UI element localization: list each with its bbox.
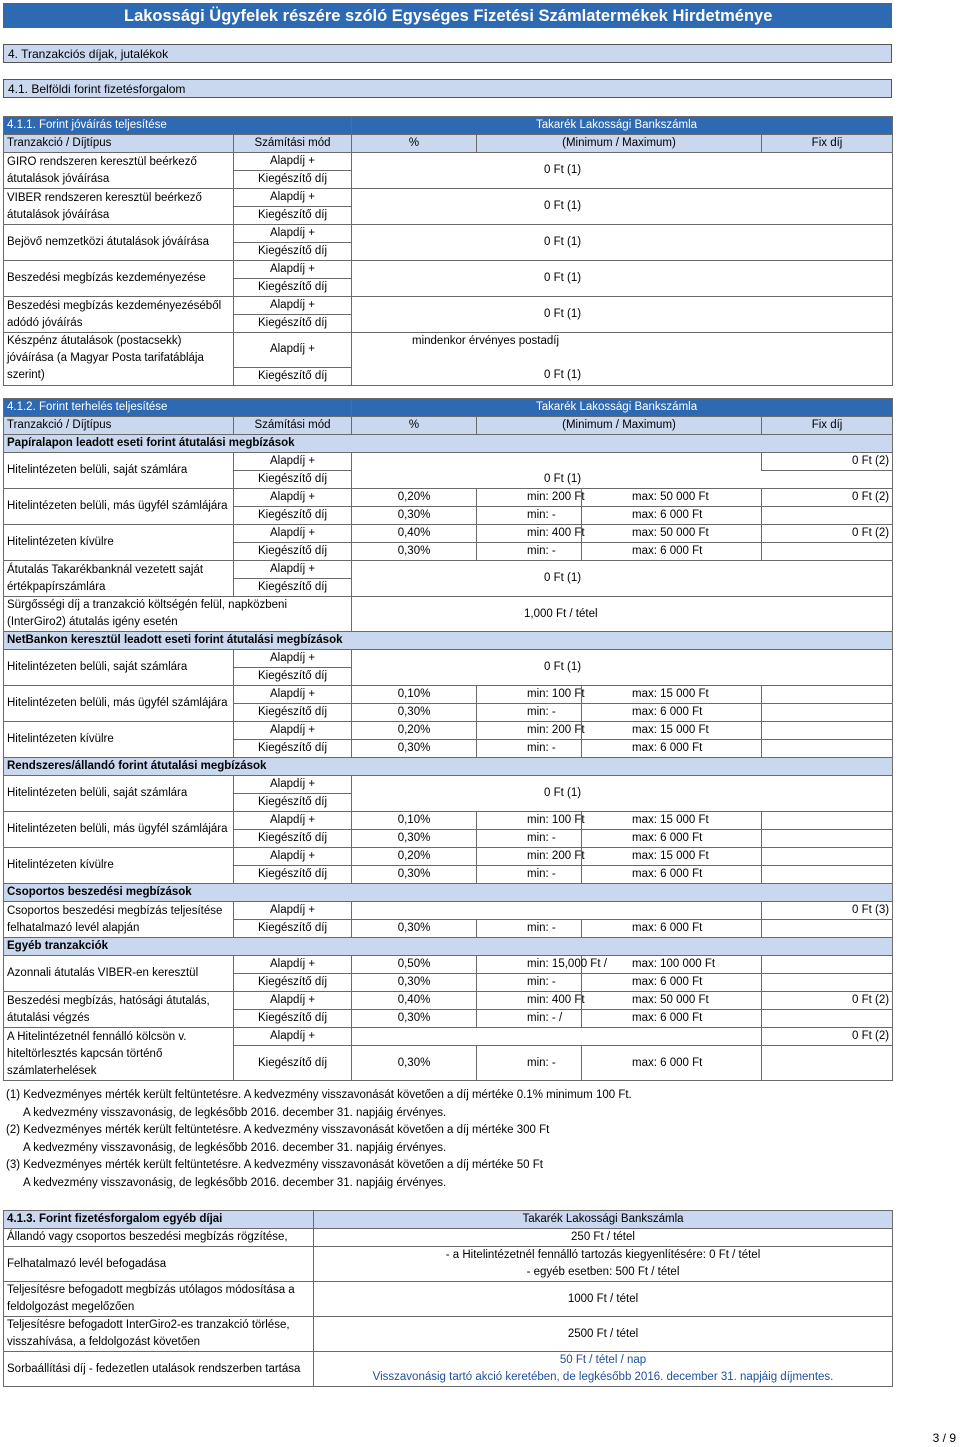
section-heading: 4. Tranzakciós díjak, jutalékok (3, 44, 892, 63)
footnote: (2) Kedvezményes mérték került feltüntetésre. A kedvezmény visszavonását követően a díj mértéke 300 Ft (6, 1124, 550, 1137)
extra-fee-label: Kiegészítő díj (234, 794, 352, 812)
col-fixed: Fix díj (762, 135, 893, 153)
table-row (4, 297, 893, 315)
min-value: min: 400 Ft (477, 525, 582, 543)
basic-fee-label: Alapdíj + (234, 561, 352, 579)
row-label: Átutalás Takarékbanknál vezetett saját értékpapírszámlára (4, 561, 234, 597)
percent-value: 0,30% (352, 830, 477, 848)
extra-fee-label: Kiegészítő díj (234, 471, 352, 489)
max-value: max: 15 000 Ft (582, 848, 762, 866)
basic-fee-label: Alapdíj + (234, 848, 352, 866)
table-title: 4.1.1. Forint jóváírás teljesítése (4, 117, 352, 135)
basic-fee-label: Alapdíj + (234, 489, 352, 507)
min-value: min: 200 Ft (477, 848, 582, 866)
extra-fee-label: Kiegészítő díj (234, 367, 352, 385)
col-minmax: (Minimum / Maximum) (477, 135, 762, 153)
fee-value: 0 Ft (1) (352, 776, 893, 812)
row-label: Hitelintézeten belüli, saját számlára (4, 776, 234, 812)
footnote: A kedvezmény visszavonásig, de legkésőbb 2016. december 31. napjáig érvényes. (23, 1141, 447, 1154)
postal-fee-note: mindenkor érvényes postadíj (352, 333, 893, 351)
row-label: Állandó vagy csoportos beszedési megbízás rögzítése, (4, 1229, 314, 1247)
min-value: min: - (477, 866, 582, 884)
percent-value: 0,10% (352, 812, 477, 830)
page-number: 3 / 9 (932, 1431, 956, 1445)
basic-fee-label: Alapdíj + (234, 902, 352, 920)
max-value: max: 15 000 Ft (582, 686, 762, 704)
fee-value: 0 Ft (1) (352, 261, 893, 297)
max-value: max: 6 000 Ft (582, 830, 762, 848)
extra-fee-label: Kiegészítő díj (234, 740, 352, 758)
basic-fee-label: Alapdíj + (234, 225, 352, 243)
min-value: min: - (477, 507, 582, 525)
percent-value: 0,30% (352, 704, 477, 722)
max-value: max: 15 000 Ft (582, 812, 762, 830)
extra-fee-label: Kiegészítő díj (234, 1010, 352, 1028)
min-value: min: 400 Ft (477, 992, 582, 1010)
fee-value: 0 Ft (1) (352, 189, 893, 225)
col-percent: % (352, 135, 477, 153)
table-row (4, 153, 893, 171)
basic-fee-label: Alapdíj + (234, 297, 352, 315)
row-label: Sorbaállítási díj - fedezetlen utalások rendszerben tartása (4, 1352, 314, 1387)
min-value: min: - (477, 1046, 582, 1081)
extra-fee-label: Kiegészítő díj (234, 543, 352, 561)
min-value: min: - (477, 920, 582, 938)
row-label: Csoportos beszedési megbízás teljesítése felhatalmazó levél alapján (4, 902, 234, 938)
basic-fee-label: Alapdíj + (234, 776, 352, 794)
min-value: min: 15,000 Ft / (477, 956, 582, 974)
basic-fee-label: Alapdíj + (234, 189, 352, 207)
account-name: Takarék Lakossági Bankszámla (352, 117, 893, 135)
basic-fee-label: Alapdíj + (234, 650, 352, 668)
extra-fee-label: Kiegészítő díj (234, 579, 352, 597)
extra-fee-label: Kiegészítő díj (234, 279, 352, 297)
row-label: Hitelintézeten belüli, saját számlára (4, 650, 234, 686)
min-value: min: - (477, 974, 582, 992)
percent-value: 0,30% (352, 543, 477, 561)
col-transaction: Tranzakció / Díjtípus (4, 135, 234, 153)
fee-value: 1,000 Ft / tétel (352, 597, 893, 632)
row-label: Hitelintézeten kívülre (4, 722, 234, 758)
category-heading: Papíralapon leadott eseti forint átutalási megbízások (4, 435, 893, 453)
footnote: (1) Kedvezményes mérték került feltüntetésre. A kedvezmény visszavonását követően a díj mértéke 0.1% minimum 100 Ft. (6, 1089, 632, 1101)
fee-value: 0 Ft (1) (352, 650, 893, 686)
fixed-fee: 0 Ft (2) (762, 1028, 893, 1046)
basic-fee-label: Alapdíj + (234, 525, 352, 543)
row-label: Teljesítésre befogadott megbízás utólagos módosítása a feldolgozást megelőzően (4, 1282, 314, 1317)
table-row (4, 261, 893, 279)
account-name: Takarék Lakossági Bankszámla (352, 399, 893, 417)
credit-fee-table (3, 116, 893, 386)
fee-value: 0 Ft (1) (352, 471, 893, 489)
row-label: Teljesítésre befogadott InterGiro2-es tranzakció törlése, visszahívása, a feldolgozást követően (4, 1317, 314, 1352)
row-label: Beszedési megbízás, hatósági átutalás, átutalási végzés (4, 992, 234, 1028)
fixed-fee: 0 Ft (2) (762, 453, 893, 471)
fee-value: 0 Ft (1) (352, 297, 893, 333)
table-title: 4.1.2. Forint terhelés teljesítése (4, 399, 352, 417)
percent-value: 0,40% (352, 992, 477, 1010)
fee-value: 0 Ft (1) (352, 225, 893, 261)
basic-fee-label: Alapdíj + (234, 722, 352, 740)
row-label: Sürgősségi díj a tranzakció költségén felül, napközbeni (InterGiro2) átutalás igény esetén (4, 597, 352, 632)
row-label: Bejövő nemzetközi átutalások jóváírása (4, 225, 234, 261)
row-label: Hitelintézeten belüli, más ügyfél számlájára (4, 686, 234, 722)
min-value: min: - (477, 543, 582, 561)
fee-value: 0 Ft (1) (352, 561, 893, 597)
percent-value: 0,50% (352, 956, 477, 974)
percent-value: 0,20% (352, 489, 477, 507)
min-value: min: 200 Ft (477, 722, 582, 740)
min-value: min: 100 Ft (477, 686, 582, 704)
extra-fee-label: Kiegészítő díj (234, 207, 352, 225)
basic-fee-label: Alapdíj + (234, 686, 352, 704)
percent-value: 0,30% (352, 1010, 477, 1028)
max-value: max: 6 000 Ft (582, 543, 762, 561)
footnotes (6, 1087, 886, 1193)
max-value: max: 6 000 Ft (582, 1010, 762, 1028)
row-label: Hitelintézeten belüli, más ügyfél számlájára (4, 489, 234, 525)
basic-fee-label: Alapdíj + (234, 1028, 352, 1046)
extra-fee-label: Kiegészítő díj (234, 315, 352, 333)
fixed-fee: 0 Ft (2) (762, 489, 893, 507)
footnote: (3) Kedvezményes mérték került feltüntetésre. A kedvezmény visszavonását követően a díj mértéke 50 Ft (6, 1159, 543, 1172)
min-value: min: - (477, 740, 582, 758)
category-heading: Rendszeres/állandó forint átutalási megbízások (4, 758, 893, 776)
fee-value: 1000 Ft / tétel (314, 1282, 893, 1317)
extra-fee-label: Kiegészítő díj (234, 830, 352, 848)
min-value: min: - / (477, 1010, 582, 1028)
min-value: min: - (477, 704, 582, 722)
fee-value (314, 1352, 893, 1387)
col-method: Számítási mód (234, 417, 352, 435)
page-title: Lakossági Ügyfelek részére szóló Egységes Fizetési Számlatermékek Hirdetménye (3, 3, 892, 28)
percent-value: 0,10% (352, 686, 477, 704)
table-title: 4.1.3. Forint fizetésforgalom egyéb díjai (4, 1211, 314, 1229)
extra-fee-label: Kiegészítő díj (234, 507, 352, 525)
row-label: Hitelintézeten kívülre (4, 848, 234, 884)
col-minmax: (Minimum / Maximum) (477, 417, 762, 435)
row-label: Beszedési megbízás kezdeményezéséből adódó jóváírás (4, 297, 234, 333)
footnote: A kedvezmény visszavonásig, de legkésőbb 2016. december 31. napjáig érvényes. (23, 1176, 447, 1189)
row-label: Azonnali átutalás VIBER-en keresztül (4, 956, 234, 992)
percent-value: 0,30% (352, 1046, 477, 1081)
max-value: max: 6 000 Ft (582, 920, 762, 938)
fixed-fee: 0 Ft (3) (762, 902, 893, 920)
basic-fee-label: Alapdíj + (234, 453, 352, 471)
max-value: max: 50 000 Ft (582, 992, 762, 1010)
extra-fee-label: Kiegészítő díj (234, 974, 352, 992)
row-label: VIBER rendszeren keresztül beérkező átutalások jóváírása (4, 189, 234, 225)
basic-fee-label: Alapdíj + (234, 333, 352, 368)
basic-fee-label: Alapdíj + (234, 153, 352, 171)
row-label: Készpénz átutalások (postacsekk) jóváírása (a Magyar Posta tarifatáblája szerint) (4, 333, 234, 386)
percent-value: 0,40% (352, 525, 477, 543)
basic-fee-label: Alapdíj + (234, 956, 352, 974)
fee-line: Visszavonásig tartó akció keretében, de legkésőbb 2016. december 31. napjáig díjmentes. (372, 1371, 834, 1383)
fee-value (314, 1247, 893, 1282)
debit-fee-table (3, 398, 893, 1081)
row-label: A Hitelintézetnél fennálló kölcsön v. hiteltörlesztés kapcsán történő számlaterhelések (4, 1028, 234, 1081)
table-row (4, 189, 893, 207)
col-method: Számítási mód (234, 135, 352, 153)
extra-fee-label: Kiegészítő díj (234, 920, 352, 938)
extra-fee-label: Kiegészítő díj (234, 1046, 352, 1081)
max-value: max: 6 000 Ft (582, 704, 762, 722)
extra-fee-label: Kiegészítő díj (234, 243, 352, 261)
account-name: Takarék Lakossági Bankszámla (314, 1211, 893, 1229)
row-label: Hitelintézeten belüli, más ügyfél számlájára (4, 812, 234, 848)
fee-value: 250 Ft / tétel (314, 1229, 893, 1247)
max-value: max: 6 000 Ft (582, 866, 762, 884)
col-transaction: Tranzakció / Díjtípus (4, 417, 234, 435)
category-heading: Csoportos beszedési megbízások (4, 884, 893, 902)
percent-value: 0,30% (352, 920, 477, 938)
fee-value: 2500 Ft / tétel (314, 1317, 893, 1352)
basic-fee-label: Alapdíj + (234, 992, 352, 1010)
row-label: Felhatalmazó levél befogadása (4, 1247, 314, 1282)
col-percent: % (352, 417, 477, 435)
table-row (4, 333, 893, 351)
row-label: Hitelintézeten belüli, saját számlára (4, 453, 234, 489)
max-value: max: 50 000 Ft (582, 525, 762, 543)
other-fees-table (3, 1210, 893, 1387)
percent-value: 0,20% (352, 848, 477, 866)
subsection-heading: 4.1. Belföldi forint fizetésforgalom (3, 79, 892, 98)
row-label: Hitelintézeten kívülre (4, 525, 234, 561)
fixed-fee: 0 Ft (2) (762, 992, 893, 1010)
category-heading: NetBankon keresztül leadott eseti forint átutalási megbízások (4, 632, 893, 650)
fee-line: 50 Ft / tétel / nap (559, 1354, 647, 1366)
fee-value: 0 Ft (1) (352, 367, 893, 385)
fee-line: - egyéb esetben: 500 Ft / tétel (526, 1266, 680, 1278)
extra-fee-label: Kiegészítő díj (234, 668, 352, 686)
max-value: max: 6 000 Ft (582, 507, 762, 525)
row-label: GIRO rendszeren keresztül beérkező átutalások jóváírása (4, 153, 234, 189)
min-value: min: - (477, 830, 582, 848)
max-value: max: 6 000 Ft (582, 740, 762, 758)
basic-fee-label: Alapdíj + (234, 812, 352, 830)
max-value: max: 50 000 Ft (582, 489, 762, 507)
basic-fee-label: Alapdíj + (234, 261, 352, 279)
min-value: min: 200 Ft (477, 489, 582, 507)
category-heading: Egyéb tranzakciók (4, 938, 893, 956)
percent-value: 0,30% (352, 740, 477, 758)
max-value: max: 6 000 Ft (582, 1046, 762, 1081)
percent-value: 0,30% (352, 974, 477, 992)
fixed-fee: 0 Ft (2) (762, 525, 893, 543)
extra-fee-label: Kiegészítő díj (234, 866, 352, 884)
fee-line: - a Hitelintézetnél fennálló tartozás kiegyenlítésére: 0 Ft / tétel (445, 1249, 761, 1261)
max-value: max: 6 000 Ft (582, 974, 762, 992)
percent-value: 0,30% (352, 866, 477, 884)
max-value: max: 100 000 Ft (582, 956, 762, 974)
min-value: min: 100 Ft (477, 812, 582, 830)
extra-fee-label: Kiegészítő díj (234, 171, 352, 189)
percent-value: 0,20% (352, 722, 477, 740)
col-fixed: Fix díj (762, 417, 893, 435)
max-value: max: 15 000 Ft (582, 722, 762, 740)
row-label: Beszedési megbízás kezdeményezése (4, 261, 234, 297)
percent-value: 0,30% (352, 507, 477, 525)
table-row (4, 225, 893, 243)
footnote: A kedvezmény visszavonásig, de legkésőbb 2016. december 31. napjáig érvényes. (23, 1106, 447, 1119)
fee-value: 0 Ft (1) (352, 153, 893, 189)
extra-fee-label: Kiegészítő díj (234, 704, 352, 722)
